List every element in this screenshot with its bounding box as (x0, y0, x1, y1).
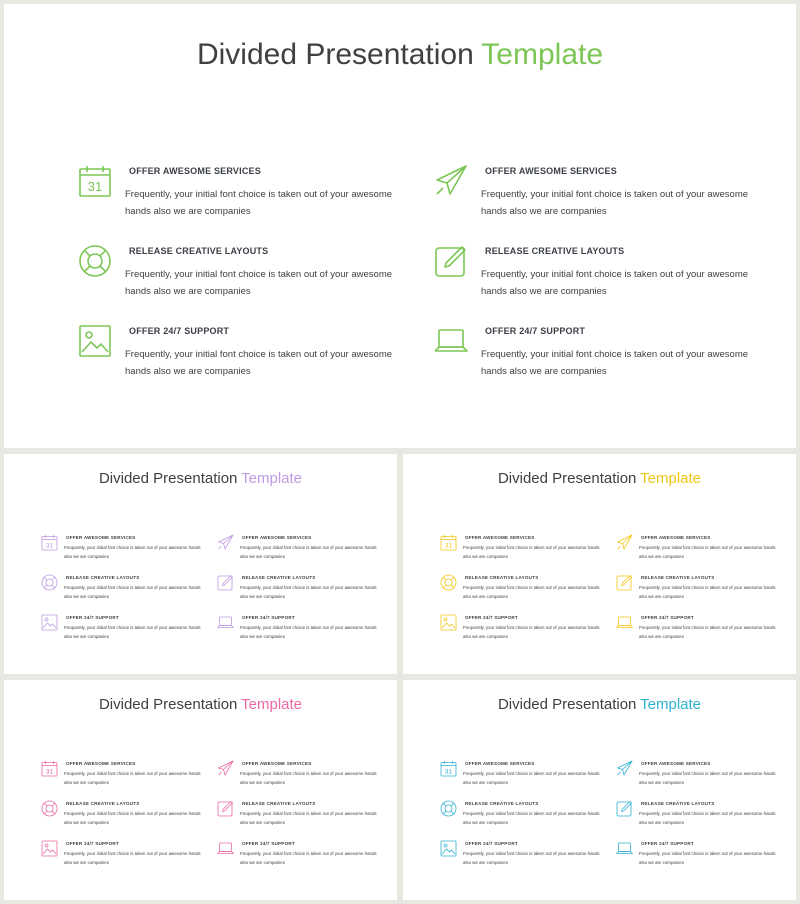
feature-item (434, 324, 774, 394)
feature-heading: RELEASE CREATIVE LAYOUTS (66, 575, 140, 580)
feature-heading: RELEASE CREATIVE LAYOUTS (66, 801, 140, 806)
slide-pink (4, 680, 397, 900)
slide-title (4, 470, 397, 487)
paper-plane-icon (217, 760, 234, 777)
feature-item (41, 574, 211, 610)
laptop-icon (616, 614, 633, 631)
feature-description: Frequently, your initial font choice is taken out of your awesome hands also we are companies (240, 811, 377, 825)
feature-description: Frequently, your initial font choice is taken out of your awesome hands also we are companies (463, 851, 600, 865)
calendar-day: 31 (444, 542, 453, 550)
feature-heading: OFFER AWESOME SERVICES (129, 166, 261, 176)
feature-description: Frequently, your initial font choice is taken out of your awesome hands also we are companies (463, 585, 600, 599)
feature-item (217, 534, 387, 570)
paper-plane-icon (616, 760, 633, 777)
paper-plane-icon (616, 534, 633, 551)
feature-item (41, 614, 211, 650)
feature-item (434, 244, 774, 314)
feature-description: Frequently, your initial font choice is taken out of your awesome hands also we are companies (64, 851, 201, 865)
feature-item (78, 164, 418, 234)
feature-item (616, 840, 786, 876)
calendar-icon (41, 760, 58, 777)
image-icon (41, 840, 58, 857)
laptop-icon (217, 840, 234, 857)
title-accent: Template (241, 696, 303, 713)
feature-description: Frequently, your initial font choice is taken out of your awesome hands also we are companies (64, 625, 201, 639)
feature-description: Frequently, your initial font choice is taken out of your awesome hands also we are companies (240, 545, 377, 559)
feature-description: Frequently, your initial font choice is taken out of your awesome hands also we are companies (481, 269, 749, 297)
feature-description: Frequently, your initial font choice is taken out of your awesome hands also we are companies (463, 545, 600, 559)
feature-description: Frequently, your initial font choice is taken out of your awesome hands also we are companies (639, 851, 776, 865)
feature-description: Frequently, your initial font choice is taken out of your awesome hands also we are companies (463, 771, 600, 785)
slide-title (4, 38, 796, 72)
title-accent: Template (640, 696, 702, 713)
feature-heading: OFFER 24/7 SUPPORT (242, 841, 295, 846)
laptop-icon (434, 324, 468, 358)
image-icon (440, 840, 457, 857)
feature-item (616, 760, 786, 796)
title-main: Divided Presentation (196, 38, 474, 71)
feature-heading: OFFER AWESOME SERVICES (465, 535, 535, 540)
feature-item (217, 614, 387, 650)
slide-title (403, 470, 796, 487)
lifebuoy-icon (440, 574, 457, 591)
feature-item (440, 800, 610, 836)
title-main: Divided Presentation (497, 470, 637, 487)
feature-heading: RELEASE CREATIVE LAYOUTS (242, 801, 316, 806)
feature-heading: OFFER 24/7 SUPPORT (66, 841, 119, 846)
title-accent: Template (241, 470, 303, 487)
image-icon (78, 324, 112, 358)
feature-description: Frequently, your initial font choice is taken out of your awesome hands also we are companies (639, 625, 776, 639)
image-icon (41, 614, 58, 631)
feature-item (78, 324, 418, 394)
feature-description: Frequently, your initial font choice is taken out of your awesome hands also we are companies (481, 189, 749, 217)
title-accent: Template (640, 470, 702, 487)
feature-description: Frequently, your initial font choice is taken out of your awesome hands also we are companies (64, 811, 201, 825)
pencil-edit-icon (217, 574, 234, 591)
feature-item (41, 800, 211, 836)
calendar-icon (41, 534, 58, 551)
feature-item (440, 614, 610, 650)
feature-heading: RELEASE CREATIVE LAYOUTS (485, 246, 625, 256)
slide-title (403, 696, 796, 713)
feature-heading: OFFER 24/7 SUPPORT (641, 841, 694, 846)
slide-yellow (403, 454, 796, 674)
lifebuoy-icon (41, 800, 58, 817)
feature-item (41, 840, 211, 876)
pencil-edit-icon (616, 574, 633, 591)
feature-item (440, 574, 610, 610)
feature-heading: OFFER AWESOME SERVICES (641, 535, 711, 540)
feature-item (217, 800, 387, 836)
feature-heading: RELEASE CREATIVE LAYOUTS (465, 801, 539, 806)
feature-description: Frequently, your initial font choice is taken out of your awesome hands also we are companies (463, 811, 600, 825)
feature-heading: OFFER 24/7 SUPPORT (465, 615, 518, 620)
feature-item (440, 760, 610, 796)
feature-description: Frequently, your initial font choice is taken out of your awesome hands also we are companies (125, 349, 393, 377)
feature-heading: OFFER AWESOME SERVICES (66, 535, 136, 540)
feature-description: Frequently, your initial font choice is taken out of your awesome hands also we are companies (64, 771, 201, 785)
slide-blue (403, 680, 796, 900)
image-icon (440, 614, 457, 631)
feature-item (616, 534, 786, 570)
feature-item (217, 760, 387, 796)
feature-item (217, 574, 387, 610)
lifebuoy-icon (78, 244, 112, 278)
feature-heading: OFFER AWESOME SERVICES (242, 761, 312, 766)
feature-heading: OFFER AWESOME SERVICES (242, 535, 312, 540)
feature-description: Frequently, your initial font choice is taken out of your awesome hands also we are companies (639, 545, 776, 559)
pencil-edit-icon (616, 800, 633, 817)
feature-heading: OFFER 24/7 SUPPORT (242, 615, 295, 620)
feature-heading: OFFER 24/7 SUPPORT (465, 841, 518, 846)
feature-heading: OFFER 24/7 SUPPORT (641, 615, 694, 620)
calendar-icon (440, 760, 457, 777)
feature-item (440, 534, 610, 570)
feature-heading: RELEASE CREATIVE LAYOUTS (129, 246, 269, 256)
feature-item (217, 840, 387, 876)
laptop-icon (616, 840, 633, 857)
slide-green-main (4, 4, 796, 448)
feature-description: Frequently, your initial font choice is taken out of your awesome hands also we are companies (240, 585, 377, 599)
feature-description: Frequently, your initial font choice is taken out of your awesome hands also we are companies (639, 811, 776, 825)
slide-purple (4, 454, 397, 674)
title-main: Divided Presentation (98, 470, 238, 487)
lifebuoy-icon (41, 574, 58, 591)
feature-item (440, 840, 610, 876)
paper-plane-icon (434, 164, 468, 198)
feature-heading: RELEASE CREATIVE LAYOUTS (641, 575, 715, 580)
calendar-icon (440, 534, 457, 551)
feature-description: Frequently, your initial font choice is taken out of your awesome hands also we are companies (481, 349, 749, 377)
feature-heading: OFFER 24/7 SUPPORT (485, 326, 586, 336)
feature-heading: RELEASE CREATIVE LAYOUTS (641, 801, 715, 806)
laptop-icon (217, 614, 234, 631)
feature-description: Frequently, your initial font choice is taken out of your awesome hands also we are companies (125, 269, 393, 297)
feature-description: Frequently, your initial font choice is taken out of your awesome hands also we are companies (240, 625, 377, 639)
pencil-edit-icon (434, 244, 468, 278)
feature-description: Frequently, your initial font choice is taken out of your awesome hands also we are companies (639, 585, 776, 599)
feature-item (616, 614, 786, 650)
feature-item (41, 534, 211, 570)
feature-item (41, 760, 211, 796)
calendar-icon (78, 164, 112, 198)
feature-heading: OFFER AWESOME SERVICES (465, 761, 535, 766)
title-main: Divided Presentation (98, 696, 238, 713)
feature-item (616, 800, 786, 836)
feature-description: Frequently, your initial font choice is taken out of your awesome hands also we are companies (639, 771, 776, 785)
feature-description: Frequently, your initial font choice is taken out of your awesome hands also we are companies (463, 625, 600, 639)
feature-heading: OFFER AWESOME SERVICES (641, 761, 711, 766)
calendar-day: 31 (87, 179, 103, 194)
paper-plane-icon (217, 534, 234, 551)
calendar-day: 31 (444, 768, 453, 776)
pencil-edit-icon (217, 800, 234, 817)
lifebuoy-icon (440, 800, 457, 817)
feature-item (78, 244, 418, 314)
feature-description: Frequently, your initial font choice is taken out of your awesome hands also we are companies (125, 189, 393, 217)
feature-heading: OFFER AWESOME SERVICES (485, 166, 617, 176)
feature-heading: RELEASE CREATIVE LAYOUTS (242, 575, 316, 580)
calendar-day: 31 (45, 768, 54, 776)
feature-heading: RELEASE CREATIVE LAYOUTS (465, 575, 539, 580)
feature-description: Frequently, your initial font choice is taken out of your awesome hands also we are companies (240, 771, 377, 785)
feature-item (434, 164, 774, 234)
title-accent: Template (481, 38, 604, 71)
title-main: Divided Presentation (497, 696, 637, 713)
feature-heading: OFFER AWESOME SERVICES (66, 761, 136, 766)
feature-description: Frequently, your initial font choice is taken out of your awesome hands also we are companies (64, 585, 201, 599)
feature-heading: OFFER 24/7 SUPPORT (66, 615, 119, 620)
feature-item (616, 574, 786, 610)
slide-title (4, 696, 397, 713)
feature-description: Frequently, your initial font choice is taken out of your awesome hands also we are companies (240, 851, 377, 865)
calendar-day: 31 (45, 542, 54, 550)
feature-description: Frequently, your initial font choice is taken out of your awesome hands also we are companies (64, 545, 201, 559)
feature-heading: OFFER 24/7 SUPPORT (129, 326, 230, 336)
